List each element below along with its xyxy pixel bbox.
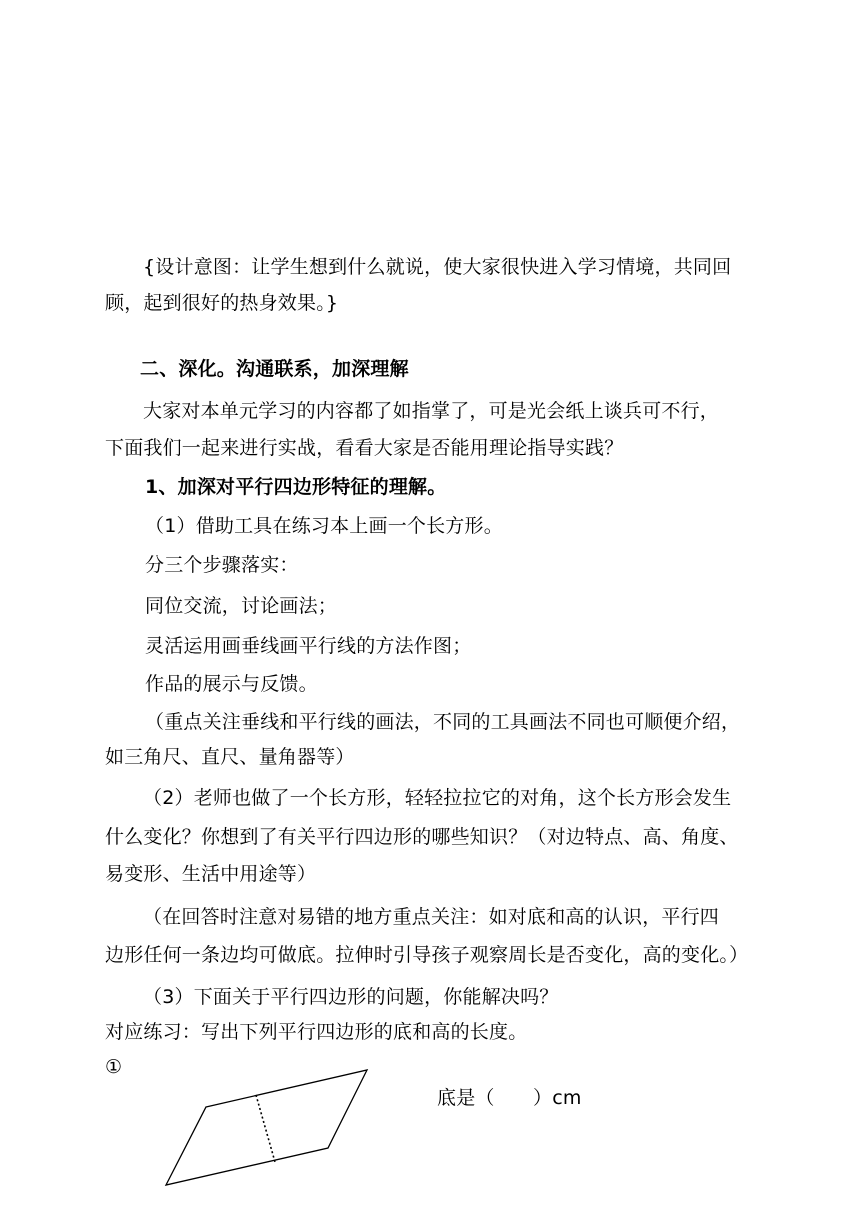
text-line: 易变形、生活中用途等） (105, 863, 317, 885)
text-line: 大家对本单元学习的内容都了如指掌了，可是光会纸上谈兵可不行， (143, 400, 720, 422)
section-heading: 二、深化。沟通联系，加深理解 (140, 358, 409, 380)
text-line: 灵活运用画垂线画平行线的方法作图； (145, 635, 472, 657)
base-answer-label: 底是（ ）cm (437, 1087, 582, 1109)
parallelogram-figure (150, 1060, 390, 1200)
text-line: 顾，起到很好的热身效果。} (105, 292, 339, 314)
text-line: （3）下面关于平行四边形的问题，你能解决吗？ (143, 986, 559, 1008)
text-line: （重点关注垂线和平行线的画法，不同的工具画法不同也可顺便介绍， (145, 711, 741, 733)
text-line: {设计意图：让学生想到什么就说，使大家很快进入学习情境，共同回 (143, 256, 732, 278)
text-line: 分三个步骤落实： (145, 554, 299, 576)
height-dotted-line (256, 1095, 275, 1162)
text-line: （1）借助工具在练习本上画一个长方形。 (145, 515, 503, 537)
text-line: （在回答时注意对易错的地方重点关注：如对底和高的认识，平行四 (143, 906, 720, 928)
text-line: 如三角尺、直尺、量角器等） (105, 746, 355, 768)
subsection-heading: 1、加深对平行四边形特征的理解。 (145, 476, 447, 498)
text-line: 边形任何一条边均可做底。拉伸时引导孩子观察周长是否变化，高的变化。） (105, 944, 749, 966)
text-line: （2）老师也做了一个长方形，轻轻拉拉它的对角，这个长方形会发生 (143, 787, 732, 809)
parallelogram-shape (166, 1070, 367, 1185)
text-line: 什么变化？你想到了有关平行四边形的哪些知识？（对边特点、高、角度、 (105, 826, 739, 848)
text-line: 对应练习：写出下列平行四边形的底和高的长度。 (105, 1021, 528, 1043)
text-line: 下面我们一起来进行实战，看看大家是否能用理论指导实践？ (105, 437, 624, 459)
text-line: 作品的展示与反馈。 (145, 673, 318, 695)
exercise-number: ① (105, 1056, 123, 1078)
text-line: 同位交流，讨论画法； (145, 595, 338, 617)
